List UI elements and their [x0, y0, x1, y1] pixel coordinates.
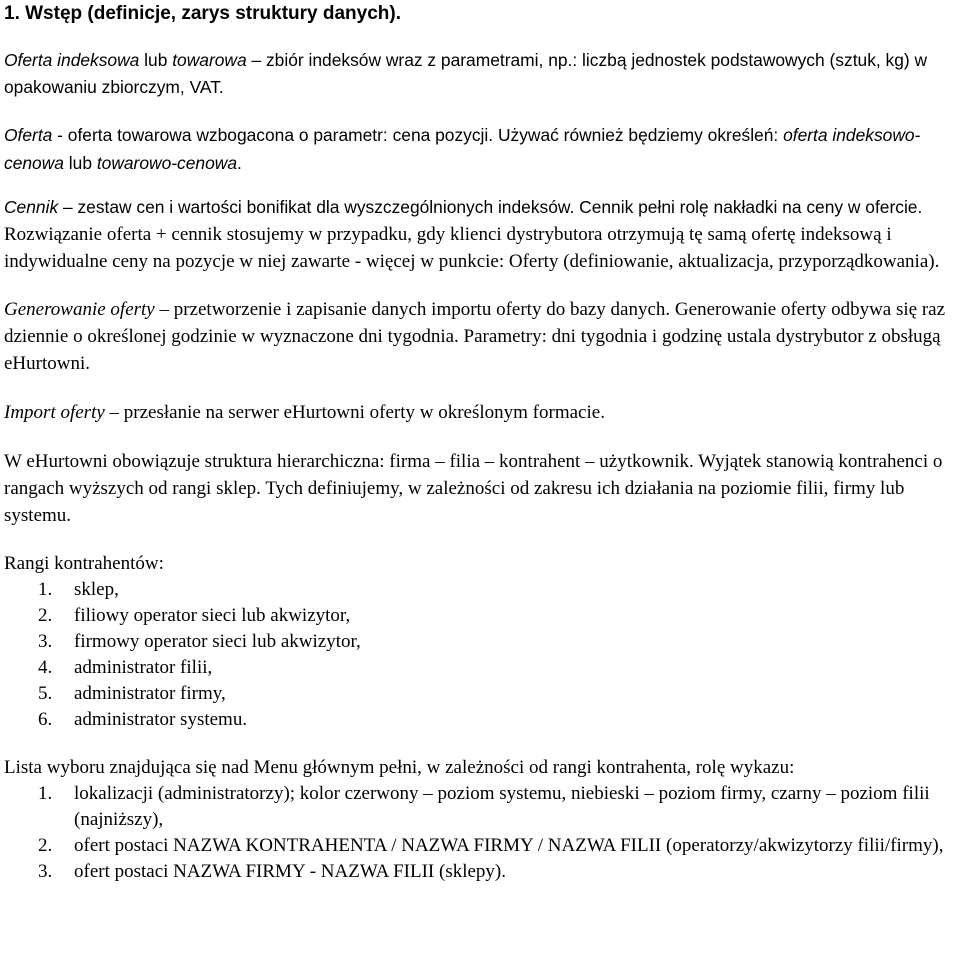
list-item-number: 3. [38, 631, 53, 652]
definition-generowanie-oferty [4, 296, 958, 377]
definition-oferta: Oferta - oferta towarowa wzbogacona o parametr: cena pozycji. Używać również będziemy określeń: oferta indeksowo-cenowa lub towarowo-cenowa. [4, 125, 921, 173]
term: Oferta indeksowa [4, 50, 140, 70]
list-item [4, 859, 958, 885]
list-item [4, 577, 958, 603]
list-item-text: ofert postaci NAZWA KONTRAHENTA / NAZWA FIRMY / NAZWA FILII (operatorzy/akwizytorzy filii/firmy), [74, 835, 944, 856]
list-item [4, 681, 958, 707]
list-item-text: administrator filii, [74, 657, 213, 678]
term: Generowanie oferty [4, 299, 155, 320]
list-item-number: 1. [38, 579, 53, 600]
definition-text: – przesłanie na serwer eHurtowni oferty w określonym formacie. [104, 402, 605, 423]
definition-import-oferty [4, 400, 958, 426]
list-item-number: 1. [38, 783, 53, 804]
list-item [4, 781, 958, 833]
list-item-number: 3. [38, 861, 53, 882]
list-item [4, 655, 958, 681]
list-item-number: 2. [38, 835, 53, 856]
definition-oferta-indeksowa: Oferta indeksowa lub towarowa – zbiór indeksów wraz z parametrami, np.: liczbą jednostek podstawowych (sztuk, kg) w opakowaniu zbiorczym, VAT. [4, 50, 928, 97]
selection-list [4, 781, 958, 885]
definition-text: – zbiór indeksów wraz z parametrami, np.: liczbą jednostek podstawowych (sztuk, kg) w opakowaniu zbiorczym, VAT. [4, 50, 928, 97]
definition-text-continued: Rozwiązanie oferta + cennik stosujemy w przypadku, gdy klienci dystrybutora otrzymują tę samą ofertę indeksową i indywidualne ceny na pozycje w niej zawarte - więcej w punkcie: Oferty (definiowanie, aktualizacja, przyporządkowania). [4, 224, 940, 272]
term: oferta indeksowo-cenowa [4, 125, 921, 173]
term: Oferta [4, 125, 53, 145]
definition-cennik [4, 194, 958, 275]
section-heading: 1. Wstęp (definicje, zarys struktury danych). [4, 3, 401, 24]
list-item-text: administrator firmy, [74, 683, 226, 704]
ranks-list [4, 577, 958, 733]
selection-list-title: Lista wyboru znajdująca się nad Menu głównym pełni, w zależności od rangi kontrahenta, rolę wykazu: [4, 757, 795, 778]
list-item-text: ofert postaci NAZWA FIRMY - NAZWA FILII (sklepy). [74, 861, 506, 882]
term: Import oferty [4, 402, 105, 423]
definition-text: - oferta towarowa wzbogacona o parametr: cena pozycji. Używać również będziemy określeń: [52, 125, 784, 145]
list-item [4, 603, 958, 629]
list-item [4, 833, 958, 859]
definition-text: – zestaw cen i wartości bonifikat dla wyszczególnionych indeksów. Cennik pełni rolę nakładki na ceny w ofercie. [58, 197, 923, 217]
list-item [4, 707, 958, 733]
list-item-text: administrator systemu. [74, 709, 248, 730]
list-item-number: 5. [38, 683, 53, 704]
list-item-text: filiowy operator sieci lub akwizytor, [74, 605, 351, 626]
term: towarowo-cenowa [96, 153, 237, 173]
list-item-number: 2. [38, 605, 53, 626]
list-item-text: firmowy operator sieci lub akwizytor, [74, 631, 361, 652]
list-item-text: sklep, [74, 579, 119, 600]
list-item-text: lokalizacji (administratorzy); kolor czerwony – poziom systemu, niebieski – poziom firmy, czarny – poziom filii (najniższy), [74, 783, 930, 830]
list-item [4, 629, 958, 655]
definition-text: – przetworzenie i zapisanie danych importu oferty do bazy danych. Generowanie oferty odbywa się raz dziennie o określonej godzinie w wyznaczone dni tygodnia. Parametry: dni tygodnia i godzinę ustala dystrybutor z obsługą eHurtowni. [4, 299, 946, 374]
ranks-title: Rangi kontrahentów: [4, 553, 164, 574]
list-item-number: 4. [38, 657, 53, 678]
term: Cennik [4, 197, 59, 217]
list-item-number: 6. [38, 709, 53, 730]
hierarchy-paragraph: W eHurtowni obowiązuje struktura hierarchiczna: firma – filia – kontrahent – użytkownik. Wyjątek stanowią kontrahenci o rangach wyższych od rangi sklep. Tych definiujemy, w zależności od zakresu ich działania na poziomie filii, firmy lub systemu. [4, 451, 943, 526]
term: towarowa [172, 50, 247, 70]
